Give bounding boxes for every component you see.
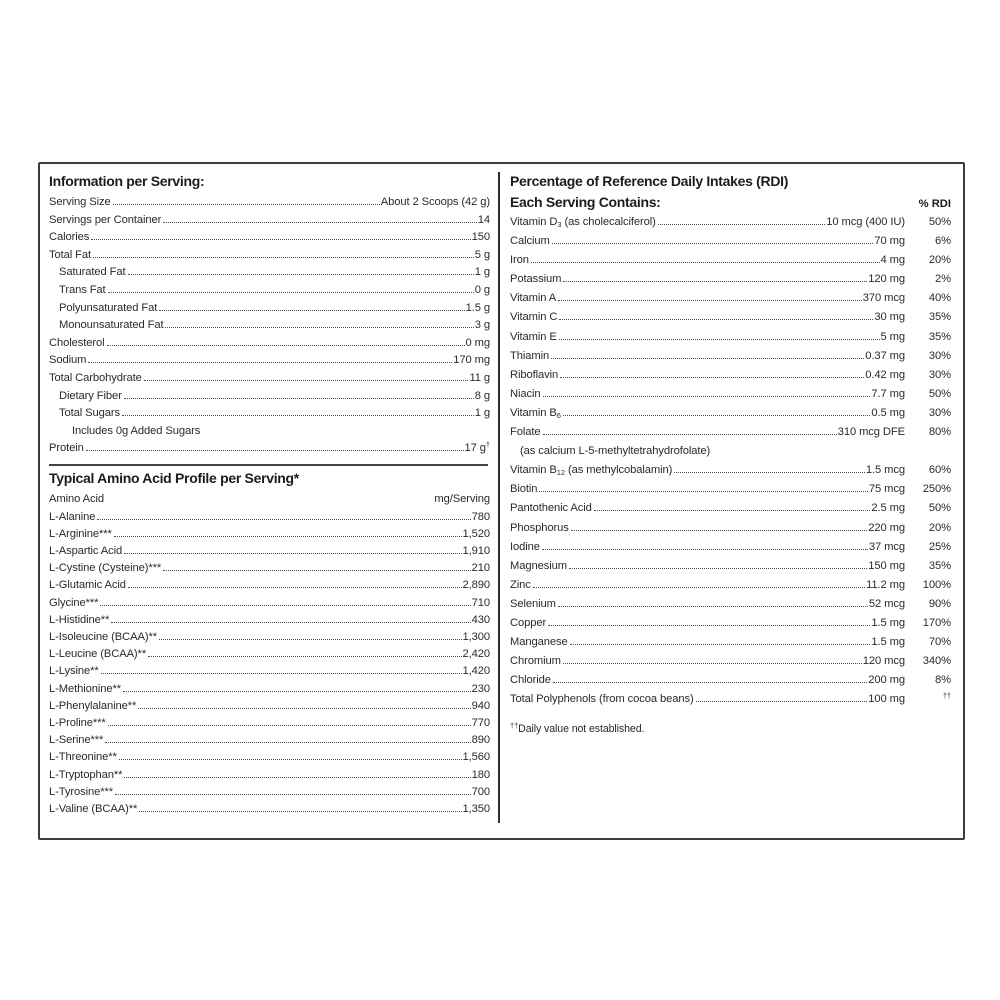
amino-header-row — [49, 491, 490, 509]
rdi-value: 100% — [922, 578, 951, 591]
row-label: L-Threonine** — [49, 751, 117, 764]
row-value: 8 g — [474, 389, 490, 402]
row-label: Vitamin $B_6$ — [510, 406, 561, 420]
nutrition-row — [49, 282, 490, 300]
rdi-row — [510, 423, 951, 442]
row-value: 3 g — [474, 319, 490, 332]
row-value: 11.2 mg — [866, 578, 905, 591]
rdi-row — [510, 519, 951, 538]
row-value: 0.42 mg — [865, 368, 905, 381]
row-value: 1,560 — [462, 751, 490, 764]
dot-leader — [551, 358, 864, 359]
information-per-serving-title: Information per Serving: — [49, 173, 205, 189]
amino-row — [49, 663, 490, 680]
rdi-row — [510, 289, 951, 308]
dot-leader — [674, 472, 865, 473]
rdi-value: 20% — [928, 521, 951, 534]
row-label: Vitamin $D_3$ (as cholecalciferol) — [510, 216, 656, 229]
rdi-row — [510, 557, 951, 576]
dot-leader — [570, 644, 871, 645]
row-value: 230 — [471, 682, 490, 695]
nutrition-row — [49, 335, 490, 353]
dot-leader — [563, 415, 871, 416]
rdi-subtitle-row — [510, 194, 951, 210]
dot-leader — [163, 570, 471, 571]
row-value: 2,420 — [462, 648, 490, 661]
amino-acid-profile-title: Typical Amino Acid Profile per Serving* — [49, 469, 299, 486]
amino-row — [49, 509, 490, 526]
dot-leader — [165, 327, 473, 328]
rdi-row — [510, 270, 951, 289]
nutrition-row — [49, 194, 490, 212]
row-label: Includes 0g Added Sugars — [72, 424, 201, 437]
nutrition-row — [49, 212, 490, 230]
amino-row — [49, 595, 490, 612]
amino-row — [49, 629, 490, 646]
rdi-value: 50% — [928, 387, 951, 400]
row-label: L-Phenylalanine** — [49, 699, 137, 712]
rdi-row — [510, 328, 951, 347]
rdi-value: 70% — [928, 636, 951, 649]
rdi-value: 50% — [928, 216, 951, 228]
row-label: Monounsaturated Fat — [59, 319, 164, 332]
row-label: Servings per Container — [49, 213, 162, 226]
dot-leader — [123, 691, 471, 692]
dot-leader — [559, 319, 873, 320]
rdi-value: 90% — [928, 597, 951, 610]
rdi-value: 340% — [922, 655, 951, 668]
dot-leader — [548, 625, 870, 626]
row-label: Iron — [510, 254, 529, 267]
row-label: L-Aspartic Acid — [49, 544, 123, 557]
rdi-row — [510, 442, 951, 461]
dot-leader — [124, 553, 461, 554]
row-value: 1 g — [474, 407, 490, 420]
row-value: 1,910 — [462, 544, 490, 557]
row-label: Calories — [49, 231, 90, 244]
row-label: L-Tryptophan** — [49, 768, 123, 781]
amino-column-header: Amino Acid — [49, 492, 104, 505]
nutrition-row — [49, 405, 490, 423]
dot-leader — [552, 243, 874, 244]
rdi-row — [510, 347, 951, 366]
row-label: Chloride — [510, 674, 551, 687]
rdi-value: 250% — [922, 483, 951, 496]
percent-rdi-column-header: % RDI — [918, 198, 951, 210]
dot-leader — [531, 262, 880, 263]
row-label: Vitamin E — [510, 330, 557, 343]
dot-leader — [101, 673, 462, 674]
dot-leader — [107, 345, 465, 346]
row-label: Total Sugars — [59, 407, 120, 420]
row-label: L-Serine*** — [49, 734, 104, 747]
row-value: 1.5 mcg — [865, 464, 905, 477]
amino-row — [49, 715, 490, 732]
rdi-row — [510, 366, 951, 385]
row-value: 0.37 mg — [865, 349, 905, 362]
dot-leader — [558, 300, 862, 301]
row-value: 14 — [477, 213, 490, 226]
rdi-row — [510, 251, 951, 270]
amino-row — [49, 732, 490, 749]
row-value: 0 mg — [465, 336, 490, 349]
row-value: 100 mg — [868, 693, 905, 706]
row-label: Magnesium — [510, 559, 567, 572]
rdi-value: 30% — [928, 406, 951, 419]
row-value: 220 mg — [868, 521, 905, 534]
footnote: ††Daily value not established. — [510, 721, 645, 736]
row-value: 210 — [471, 562, 490, 575]
rdi-row — [510, 671, 951, 690]
row-value: 0.5 mg — [871, 406, 905, 419]
amino-row — [49, 801, 490, 818]
row-value: 370 mcg — [862, 292, 905, 305]
dot-leader — [128, 274, 474, 275]
dot-leader — [124, 398, 474, 399]
row-label: L-Leucine (BCAA)** — [49, 648, 147, 661]
row-value: 170 mg — [453, 354, 490, 367]
dot-leader — [111, 622, 470, 623]
amino-row — [49, 577, 490, 594]
supplement-facts-panel — [38, 162, 965, 840]
row-label: Potassium — [510, 273, 562, 286]
dot-leader — [88, 362, 452, 363]
row-value: 1,520 — [462, 527, 490, 540]
dot-leader — [97, 519, 470, 520]
row-value: 710 — [471, 596, 490, 609]
row-label: Total Carbohydrate — [49, 371, 142, 384]
row-label: Total Polyphenols (from cocoa beans) — [510, 693, 694, 706]
row-value: 52 mcg — [868, 597, 905, 610]
dot-leader — [100, 605, 470, 606]
rdi-value: 170% — [922, 616, 951, 629]
row-label: Thiamin — [510, 349, 550, 362]
row-value: 2.5 mg — [871, 502, 905, 515]
rdi-row — [510, 595, 951, 614]
nutrition-row — [49, 388, 490, 406]
amino-row — [49, 681, 490, 698]
nutrition-row — [49, 247, 490, 265]
dot-leader — [108, 292, 474, 293]
row-label: L-Lysine** — [49, 665, 99, 678]
row-value: 70 mg — [874, 235, 905, 248]
rdi-row — [510, 385, 951, 404]
dot-leader — [543, 396, 871, 397]
dot-leader — [114, 536, 462, 537]
dot-leader — [563, 281, 867, 282]
dot-leader — [113, 204, 380, 205]
rdi-rows — [510, 213, 951, 709]
row-value: 10 mcg (400 IU) — [826, 216, 905, 228]
dot-leader — [159, 639, 462, 640]
rdi-value: 8% — [935, 674, 951, 687]
nutrition-row — [49, 370, 490, 388]
rdi-row — [510, 480, 951, 499]
row-label: (as calcium L-5-methyltetrahydrofolate) — [520, 445, 711, 458]
rdi-row — [510, 538, 951, 557]
amino-row — [49, 543, 490, 560]
dot-leader — [119, 759, 462, 760]
dot-leader — [543, 434, 837, 435]
dot-leader — [115, 794, 471, 795]
dot-leader — [658, 224, 826, 225]
row-value: 2,890 — [462, 579, 490, 592]
rdi-value: 6% — [935, 235, 951, 248]
row-value: 7.7 mg — [871, 387, 905, 400]
row-value: 700 — [471, 785, 490, 798]
row-value: 5 g — [474, 248, 490, 261]
row-value: 1,350 — [462, 802, 490, 815]
amino-row — [49, 612, 490, 629]
row-label: Trans Fat — [59, 283, 106, 296]
rdi-value: 40% — [928, 292, 951, 305]
dot-leader — [124, 777, 470, 778]
dot-leader — [542, 549, 868, 550]
amino-row — [49, 784, 490, 801]
row-value: 1.5 mg — [871, 636, 905, 649]
row-label: L-Glutamic Acid — [49, 579, 126, 592]
dot-leader — [122, 415, 474, 416]
rdi-row — [510, 232, 951, 251]
rdi-value: 35% — [928, 559, 951, 572]
row-value: 37 mcg — [868, 540, 905, 553]
rdi-row — [510, 614, 951, 633]
row-value: About 2 Scoops (42 g) — [380, 196, 490, 208]
dot-leader — [560, 377, 864, 378]
row-label: L-Methionine** — [49, 682, 121, 695]
row-value: 17 g† — [464, 440, 490, 455]
dot-leader — [138, 708, 470, 709]
dot-leader — [163, 222, 477, 223]
row-label: Serving Size — [49, 196, 111, 208]
row-value: 940 — [471, 699, 490, 712]
row-value: 1 g — [474, 266, 490, 279]
row-value: 120 mg — [868, 273, 905, 286]
dot-leader — [86, 450, 464, 451]
row-label: Phosphorus — [510, 521, 569, 534]
dot-leader — [553, 682, 867, 683]
left-column — [40, 164, 498, 838]
rdi-row — [510, 633, 951, 652]
rdi-row — [510, 213, 951, 232]
row-value: 4 mg — [880, 254, 905, 267]
amino-row — [49, 749, 490, 766]
row-value: 1.5 g — [465, 301, 490, 314]
rdi-value: 30% — [928, 349, 951, 362]
rdi-value: 30% — [928, 368, 951, 381]
dot-leader — [594, 510, 871, 511]
rdi-value: 80% — [928, 426, 951, 439]
dot-leader — [128, 587, 462, 588]
rdi-row — [510, 404, 951, 423]
right-column — [500, 164, 963, 838]
row-value: 430 — [471, 613, 490, 626]
nutrition-row — [49, 317, 490, 335]
each-serving-contains-label: Each Serving Contains: — [510, 194, 661, 210]
row-value: 310 mcg DFE — [837, 426, 905, 439]
row-label: Sodium — [49, 354, 87, 367]
nutrition-row — [49, 423, 490, 441]
row-value: 75 mcg — [868, 483, 905, 496]
rdi-value: 2% — [935, 273, 951, 286]
row-label: Selenium — [510, 597, 556, 610]
rdi-value: †† — [942, 691, 951, 701]
amino-row — [49, 560, 490, 577]
nutrition-row — [49, 440, 490, 458]
row-label: Niacin — [510, 387, 541, 400]
row-value: 180 — [471, 768, 490, 781]
rdi-value: 35% — [928, 311, 951, 324]
row-label: L-Alanine — [49, 510, 96, 523]
dot-leader — [533, 587, 865, 588]
rdi-row — [510, 652, 951, 671]
amino-row — [49, 646, 490, 663]
row-value: 0 g — [474, 283, 490, 296]
row-label: Manganese — [510, 636, 568, 649]
row-value: 1.5 mg — [871, 616, 905, 629]
row-label: Riboflavin — [510, 368, 559, 381]
nutrition-row — [49, 352, 490, 370]
nutrition-row — [49, 229, 490, 247]
row-label: L-Histidine** — [49, 613, 110, 626]
rdi-row — [510, 461, 951, 480]
amino-row — [49, 698, 490, 715]
row-label: L-Proline*** — [49, 716, 106, 729]
dot-leader — [696, 701, 868, 702]
nutrition-rows — [49, 194, 490, 458]
row-value: 1,300 — [462, 630, 490, 643]
amino-row — [49, 526, 490, 543]
dot-leader — [148, 656, 461, 657]
row-value: 890 — [471, 734, 490, 747]
row-label: Folate — [510, 426, 541, 439]
row-label: L-Isoleucine (BCAA)** — [49, 630, 157, 643]
row-label: Zinc — [510, 578, 531, 591]
amino-row — [49, 767, 490, 784]
section-divider — [49, 464, 488, 466]
dot-leader — [108, 725, 471, 726]
dot-leader — [563, 663, 862, 664]
rdi-value: 50% — [928, 502, 951, 515]
dot-leader — [91, 239, 470, 240]
row-value: 30 mg — [874, 311, 905, 324]
dot-leader — [93, 257, 474, 258]
nutrition-row — [49, 300, 490, 318]
row-label: L-Arginine*** — [49, 527, 112, 540]
row-label: Calcium — [510, 235, 550, 248]
row-label: Vitamin A — [510, 292, 557, 305]
rdi-value: 25% — [928, 540, 951, 553]
row-label: L-Cystine (Cysteine)*** — [49, 562, 162, 575]
rdi-row — [510, 690, 951, 709]
rdi-value: 60% — [928, 464, 951, 477]
row-label: Saturated Fat — [59, 266, 126, 279]
row-value: 11 g — [469, 371, 490, 384]
row-label: Glycine*** — [49, 596, 99, 609]
row-value: 150 mg — [868, 559, 905, 572]
row-value: 780 — [471, 510, 490, 523]
dot-leader — [105, 742, 470, 743]
rdi-row — [510, 499, 951, 518]
row-value: 5 mg — [880, 330, 905, 343]
rdi-value: 35% — [928, 330, 951, 343]
row-label: Chromium — [510, 655, 561, 668]
dot-leader — [559, 339, 880, 340]
row-value: 120 mcg — [862, 655, 905, 668]
row-value: 150 — [471, 231, 490, 244]
row-label: Vitamin C — [510, 311, 558, 324]
dot-leader — [139, 811, 461, 812]
dot-leader — [558, 606, 868, 607]
dot-leader — [539, 491, 868, 492]
dot-leader — [144, 380, 469, 381]
nutrition-row — [49, 264, 490, 282]
mg-per-serving-column-header: mg/Serving — [434, 492, 490, 505]
row-label: Vitamin $B_{12}$ (as methylcobalamin) — [510, 464, 673, 478]
amino-rows — [49, 509, 490, 819]
dot-leader — [571, 530, 868, 531]
row-label: Dietary Fiber — [59, 389, 122, 402]
dot-leader — [569, 568, 867, 569]
row-label: Cholesterol — [49, 336, 105, 349]
row-label: Biotin — [510, 483, 538, 496]
rdi-row — [510, 308, 951, 327]
row-label: Polyunsaturated Fat — [59, 301, 158, 314]
rdi-title: Percentage of Reference Daily Intakes (RDI) — [510, 173, 789, 189]
row-value: 770 — [471, 716, 490, 729]
row-label: Iodine — [510, 540, 540, 553]
row-value: 1,420 — [462, 665, 490, 678]
row-label: L-Tyrosine*** — [49, 785, 113, 798]
dot-leader — [159, 310, 464, 311]
rdi-value: 20% — [928, 254, 951, 267]
rdi-row — [510, 576, 951, 595]
row-label: L-Valine (BCAA)** — [49, 802, 138, 815]
row-label: Total Fat — [49, 248, 92, 261]
row-label: Copper — [510, 616, 547, 629]
row-label: Protein — [49, 442, 84, 455]
row-value: 200 mg — [868, 674, 905, 687]
row-label: Pantothenic Acid — [510, 502, 592, 515]
